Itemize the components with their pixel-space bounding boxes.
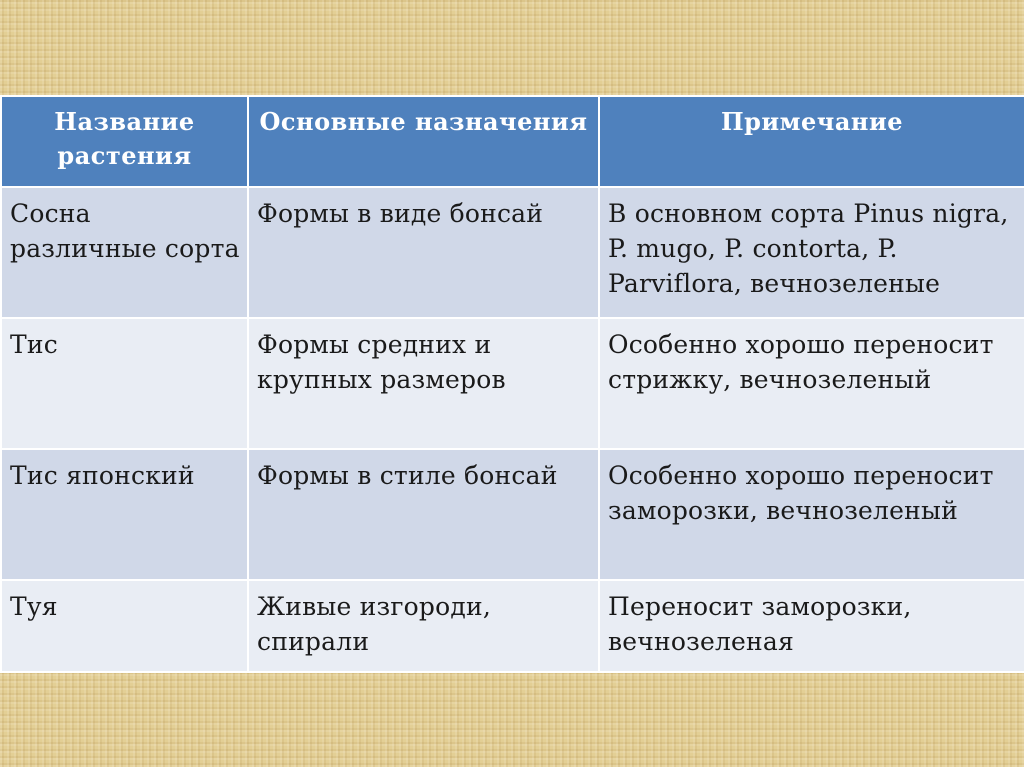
- cell-plant-name: Сосна различные сорта: [1, 187, 248, 318]
- cell-main-purpose: Формы в стиле бонсай: [248, 449, 599, 580]
- header-note: Примечание: [599, 96, 1024, 187]
- cell-main-purpose: Формы средних и крупных размеров: [248, 318, 599, 449]
- table-row: [1, 580, 1024, 672]
- plants-table: [0, 95, 1024, 673]
- cell-note: В основном сорта Pinus nigra, P. mugo, P. contorta, P. Parviflora, вечнозеленые: [599, 187, 1024, 318]
- header-plant-name: Название растения: [1, 96, 248, 187]
- cell-note: Переносит заморозки, вечнозеленая: [599, 580, 1024, 672]
- cell-note: Особенно хорошо переносит стрижку, вечнозеленый: [599, 318, 1024, 449]
- table-row: [1, 318, 1024, 449]
- cell-main-purpose: Живые изгороди, спирали: [248, 580, 599, 672]
- table-row: [1, 449, 1024, 580]
- cell-note: Особенно хорошо переносит заморозки, вечнозеленый: [599, 449, 1024, 580]
- table-row: [1, 187, 1024, 318]
- header-main-purpose: Основные назначения: [248, 96, 599, 187]
- cell-main-purpose: Формы в виде бонсай: [248, 187, 599, 318]
- cell-plant-name: Тис: [1, 318, 248, 449]
- table-header-row: [1, 96, 1024, 187]
- cell-plant-name: Тис японский: [1, 449, 248, 580]
- cell-plant-name: Туя: [1, 580, 248, 672]
